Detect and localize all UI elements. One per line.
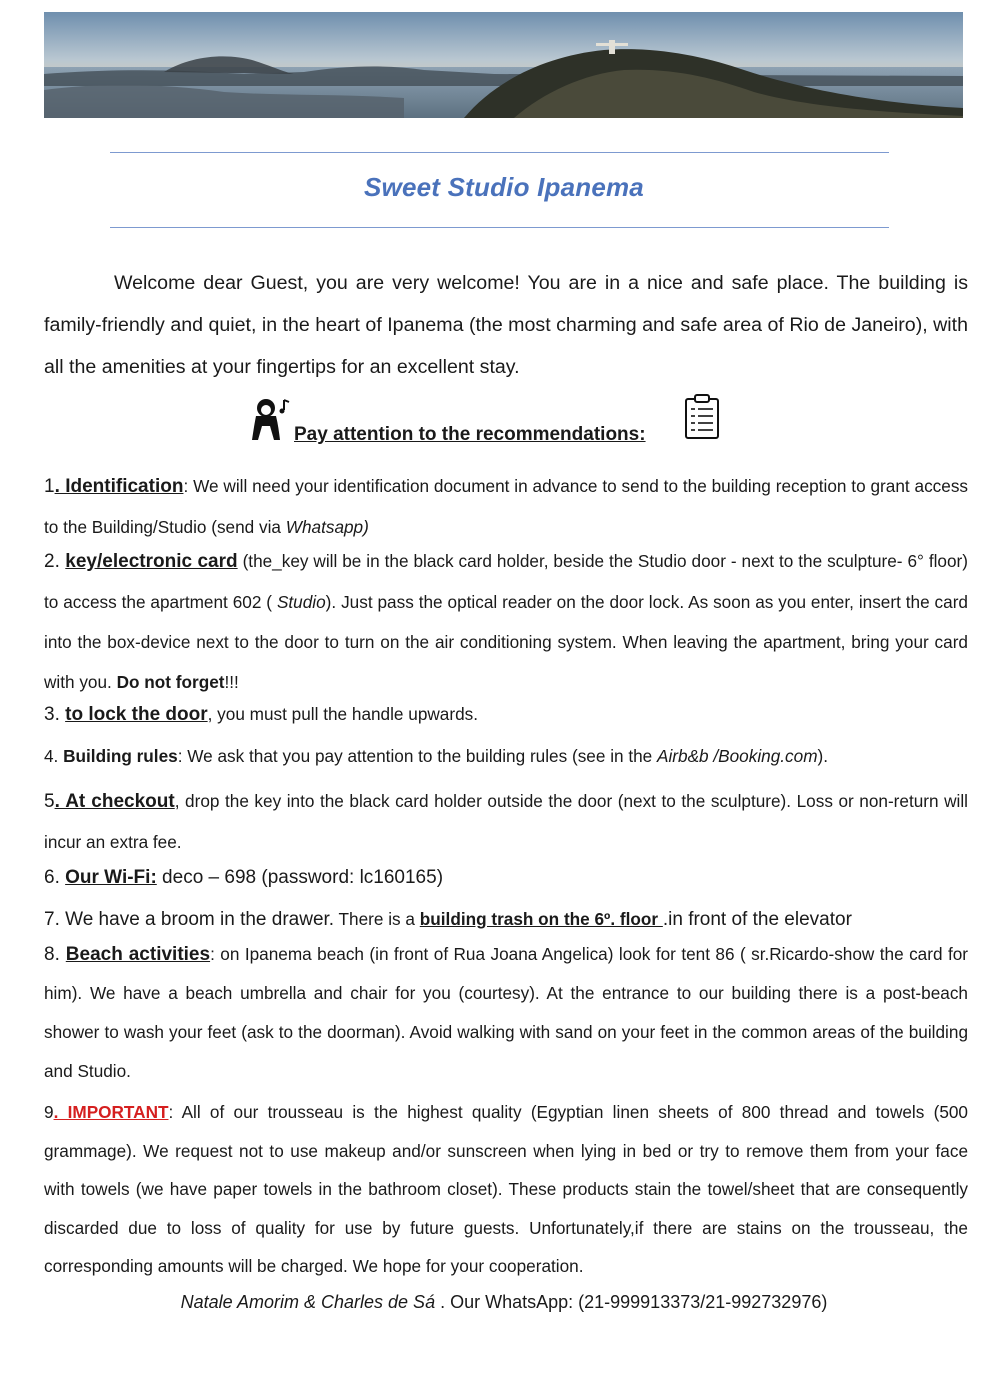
item-title: . Identification	[54, 476, 184, 497]
item-end: .in front of the elevator	[662, 909, 852, 930]
item-number: 5	[44, 791, 55, 812]
item-bold: Do not forget	[116, 672, 225, 692]
rule-wifi	[44, 867, 968, 889]
rule-trash	[44, 909, 968, 931]
footer-whatsapp: . Our WhatsApp: (21-999913373/21-992732976)	[435, 1292, 828, 1312]
rule-checkout	[44, 781, 968, 862]
item-italic: Whatsapp)	[285, 517, 369, 537]
title-rule-bottom	[110, 227, 889, 228]
rule-lock-door	[44, 704, 968, 726]
title-rule-top	[110, 152, 889, 153]
person-icon	[250, 396, 292, 442]
item-title: Our Wi-Fi:	[65, 867, 157, 888]
recommendations-heading	[250, 392, 730, 452]
rule-identification	[44, 466, 968, 548]
rule-important	[44, 1093, 968, 1286]
item-number: 7. We have a broom in the drawer.	[44, 909, 335, 930]
welcome-text: Welcome dear Guest, you are very welcome! You are in a nice and safe place. The building is family-friendly and quiet, in the heart of Ipanema (the most charming and safe area of Rio de Janeiro), with all the amenities at your fingertips for an excellent stay.	[44, 272, 968, 378]
rule-beach-activities	[44, 935, 968, 1091]
item-text: There is a	[334, 909, 420, 929]
rio-landscape-image	[44, 12, 963, 118]
item-italic: Studio	[276, 592, 326, 612]
item-end: ).	[817, 746, 829, 766]
item-number: 9	[44, 1102, 54, 1122]
item-text: (the_key will be in the black card holder, beside the Studio door - next to the sculpture- 6° floor) to access the apartment 602 (	[44, 551, 969, 612]
item-text: : We ask that you pay attention to the building rules (see in the	[177, 746, 658, 766]
footer-contact	[0, 1292, 1008, 1313]
item-title: building trash on the 6º. floor	[419, 909, 663, 929]
item-title: . IMPORTANT	[53, 1102, 169, 1122]
item-title: key/electronic card	[65, 551, 238, 572]
item-number: 6.	[44, 867, 66, 888]
rule-building-rules	[44, 746, 968, 767]
welcome-paragraph	[44, 262, 968, 388]
rule-key-card	[44, 541, 968, 702]
item-title: Building rules	[63, 746, 178, 766]
item-number: 8.	[44, 944, 66, 965]
footer-names: Natale Amorim & Charles de Sá	[180, 1292, 436, 1312]
page-title: Sweet Studio Ipanema	[364, 172, 644, 202]
item-text: : We will need your identification document in advance to send to the building reception to grant access to the Building/Studio (send via	[44, 476, 969, 537]
item-text: deco – 698 (password: lc160165)	[156, 867, 444, 888]
item-text: : All of our trousseau is the highest quality (Egyptian linen sheets of 800 thread and towels (500 grammage). We request not to use makeup and/or sunscreen when lying in bed or try to remove them from your face with towels (we have paper towels in the bathroom closet). These products stain the towel/sheet that are consequently discarded due to loss of quality for use by future guests. Unfortunately,if there are stains on the trousseau, the corresponding amounts will be charged. We hope for your cooperation.	[44, 1102, 968, 1276]
checklist-icon	[684, 394, 720, 440]
item-number: 1	[44, 476, 55, 497]
item-text: : on Ipanema beach (in front of Rua Joana Angelica) look for tent 86 ( sr.Ricardo-show the card for him). We have a beach umbrella and chair for you (courtesy). At the entrance to our building there is a post-beach shower to wash your feet (ask to the doorman). Avoid walking with sand on your feet in the common areas of the building and Studio.	[44, 944, 969, 1081]
item-number: 2.	[44, 551, 66, 572]
item-title: . At checkout	[54, 791, 175, 812]
item-text-continued: ). Just pass the optical reader on the door lock. As soon as you enter, insert the card into the box-device next to the door to turn on the air conditioning system. When leaving the apartment, bring your card with you.	[44, 592, 968, 692]
item-text: , you must pull the handle upwards.	[207, 704, 479, 724]
header-banner-image	[44, 12, 963, 118]
recommendations-heading-text: Pay attention to the recommendations:	[294, 424, 646, 445]
item-text: , drop the key into the black card holder outside the door (next to the sculpture). Loss or non-return will incur an extra fee.	[44, 791, 968, 852]
item-title: to lock the door	[65, 704, 208, 725]
item-number: 4.	[44, 746, 64, 766]
item-italic: Airb&b /Booking.com	[657, 746, 818, 766]
item-number: 3.	[44, 704, 66, 725]
item-title: Beach activities	[65, 944, 211, 965]
item-end: !!!	[224, 672, 239, 692]
